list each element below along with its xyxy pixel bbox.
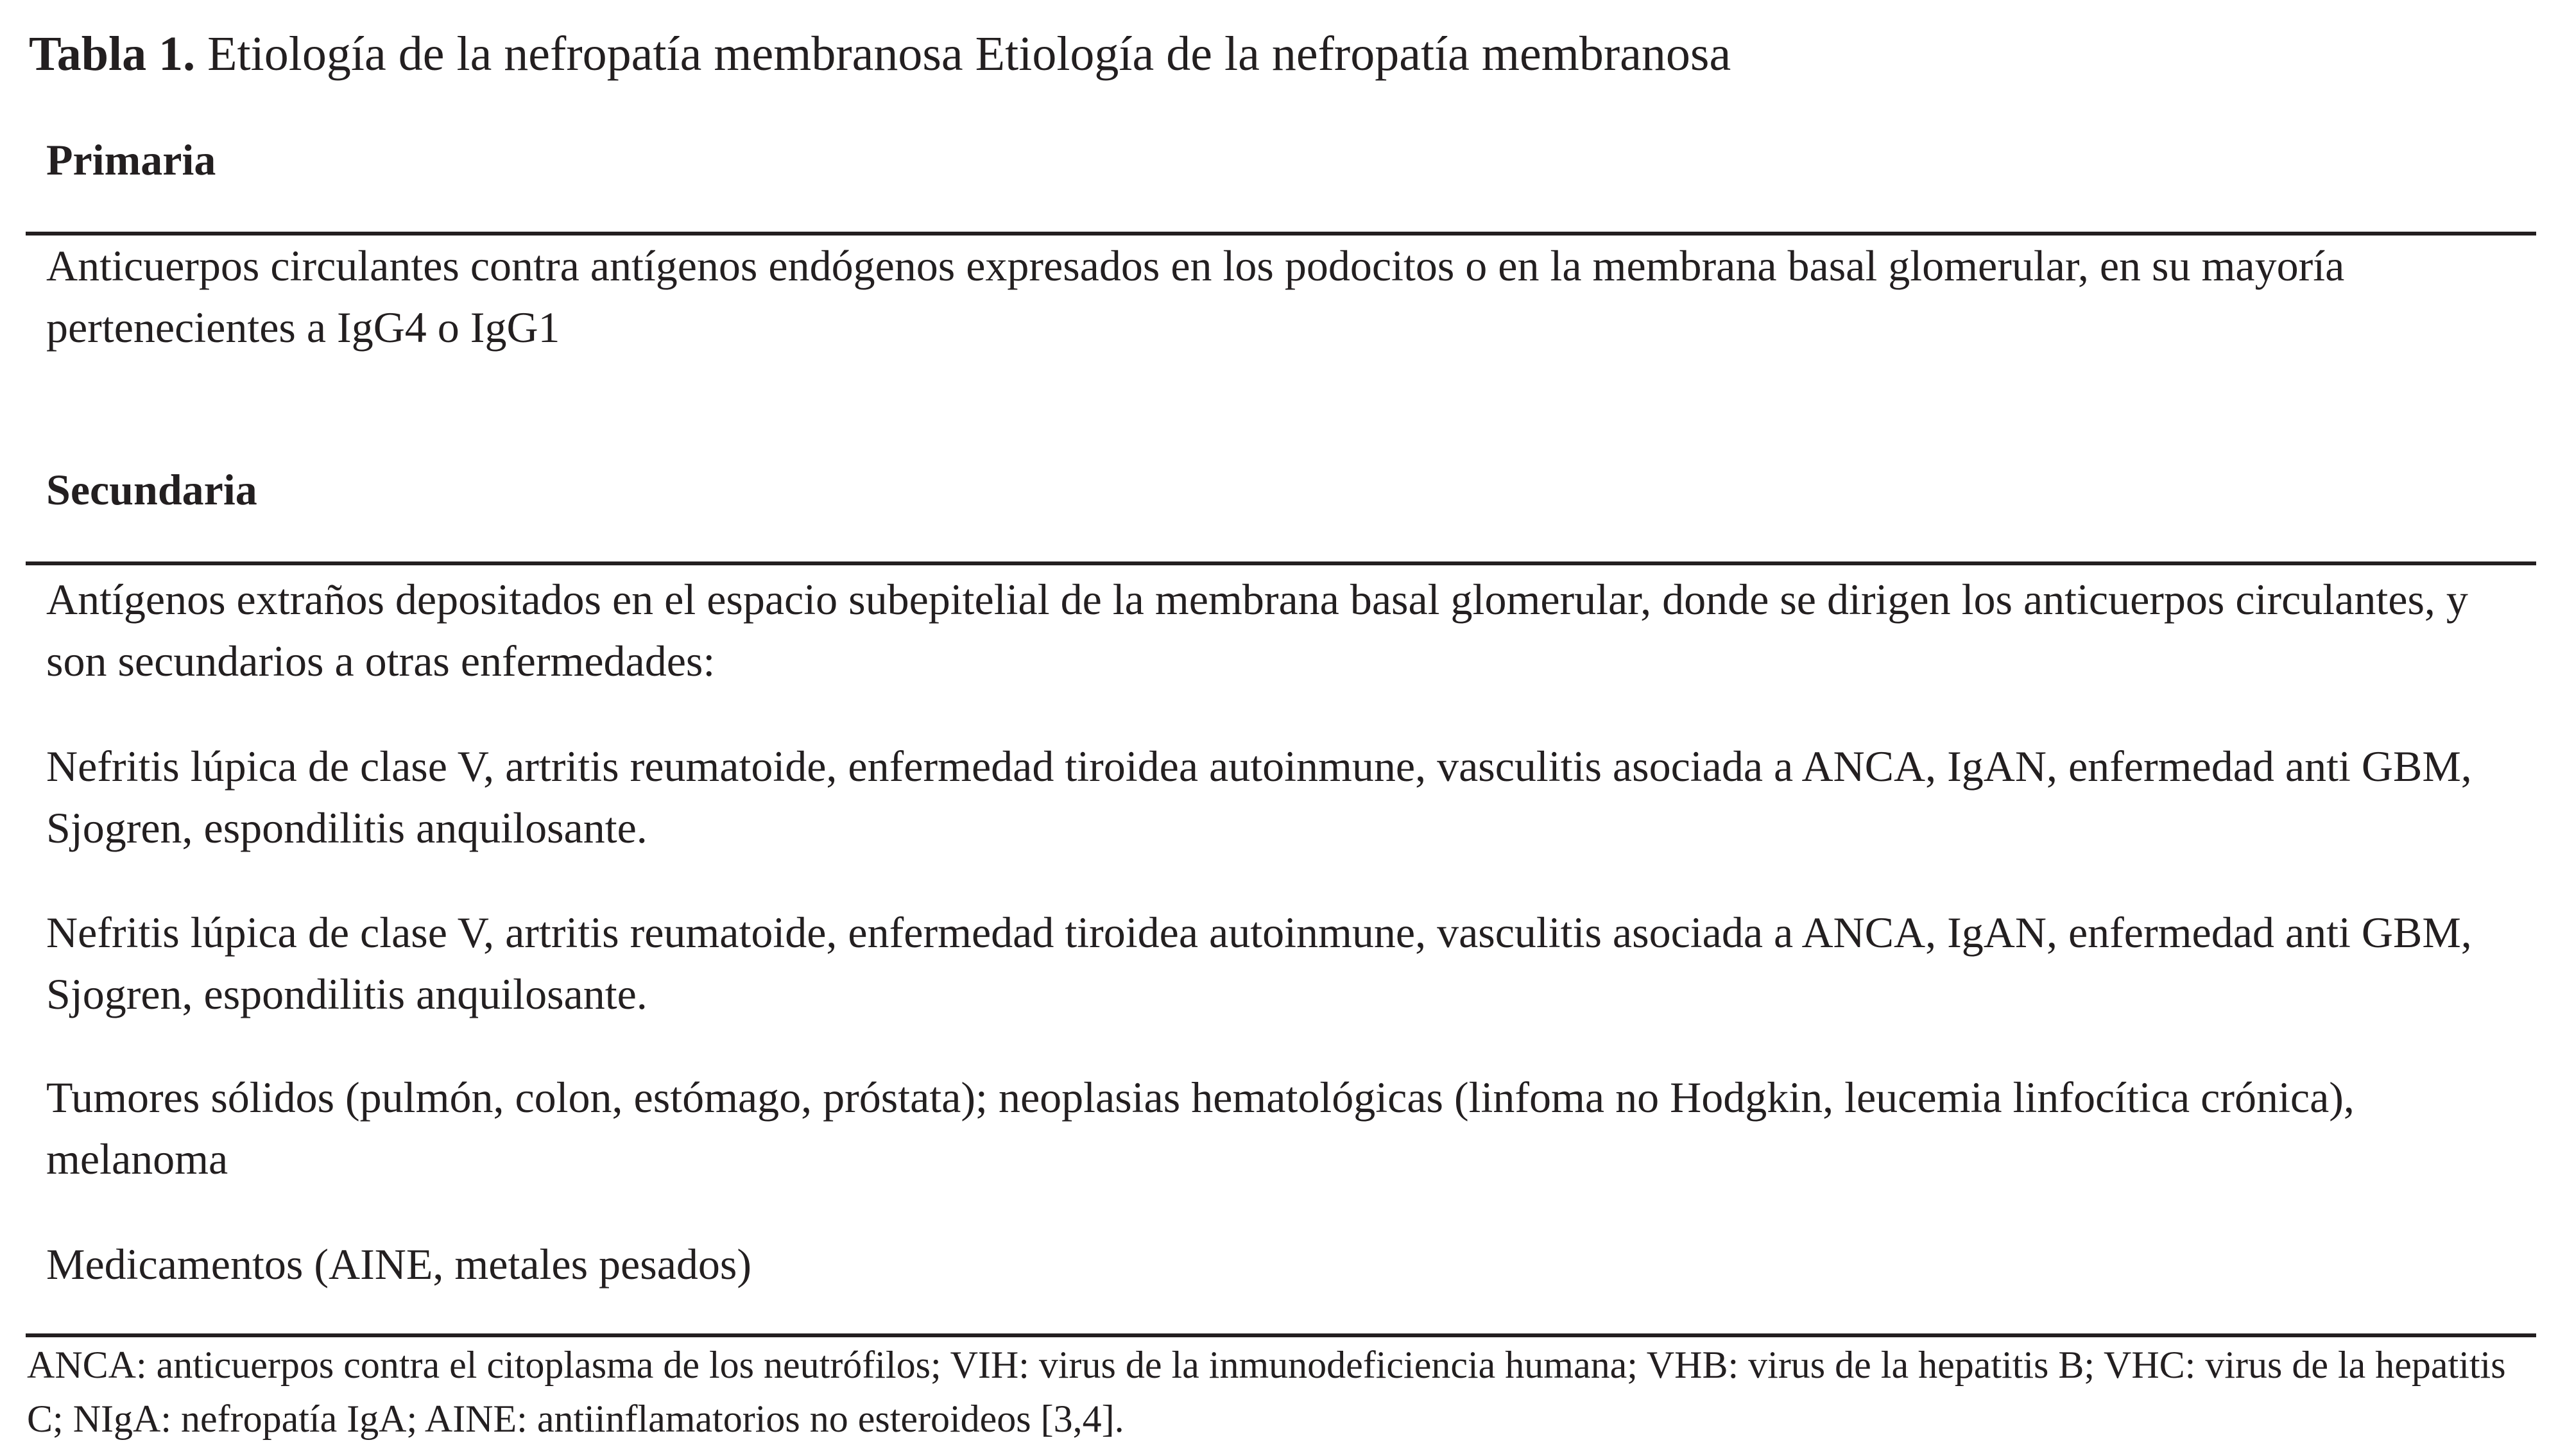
- section-heading-primaria: Primaria: [46, 135, 216, 184]
- table-title-text: Etiología de la nefropatía membranosa Etiología de la nefropatía membranosa: [207, 27, 1731, 81]
- secundaria-item-medications: Medicamentos (AINE, metales pesados): [46, 1240, 751, 1289]
- section-heading-secundaria: Secundaria: [46, 465, 257, 514]
- table-number: Tabla 1.: [29, 27, 196, 81]
- table-title: [29, 23, 1731, 85]
- secundaria-item-autoimmune-repeat: Nefritis lúpica de clase V, artritis reumatoide, enfermedad tiroidea autoinmune, vasculitis asociada a ANCA, IgAN, enfermedad anti GBM, Sjogren, espondilitis anquilosante.: [46, 908, 2472, 1018]
- primaria-description: Anticuerpos circulantes contra antígenos endógenos expresados en los podocitos o en la membrana basal glomerular, en su mayoría pertenecientes a IgG4 o IgG1: [46, 241, 2345, 352]
- table-footnote: ANCA: anticuerpos contra el citoplasma de los neutrófilos; VIH: virus de la inmunodeficiencia humana; VHB: virus de la hepatitis B; VHC: virus de la hepatitis C; NIgA: nefropatía IgA; AINE: antiinflamatorios no esteroideos [3,4].: [27, 1344, 2506, 1440]
- secundaria-item-autoimmune: Nefritis lúpica de clase V, artritis reumatoide, enfermedad tiroidea autoinmune, vasculitis asociada a ANCA, IgAN, enfermedad anti GBM, Sjogren, espondilitis anquilosante.: [46, 742, 2472, 852]
- secundaria-description: Antígenos extraños depositados en el espacio subepitelial de la membrana basal glomerular, donde se dirigen los anticuerpos circulantes, y son secundarios a otras enfermedades:: [46, 575, 2468, 685]
- section-divider-secundaria: [26, 561, 2536, 565]
- secundaria-item-tumors: Tumores sólidos (pulmón, colon, estómago, próstata); neoplasias hematológicas (linfoma no Hodgkin, leucemia linfocítica crónica), melanoma: [46, 1073, 2355, 1183]
- table-bottom-rule: [26, 1333, 2536, 1337]
